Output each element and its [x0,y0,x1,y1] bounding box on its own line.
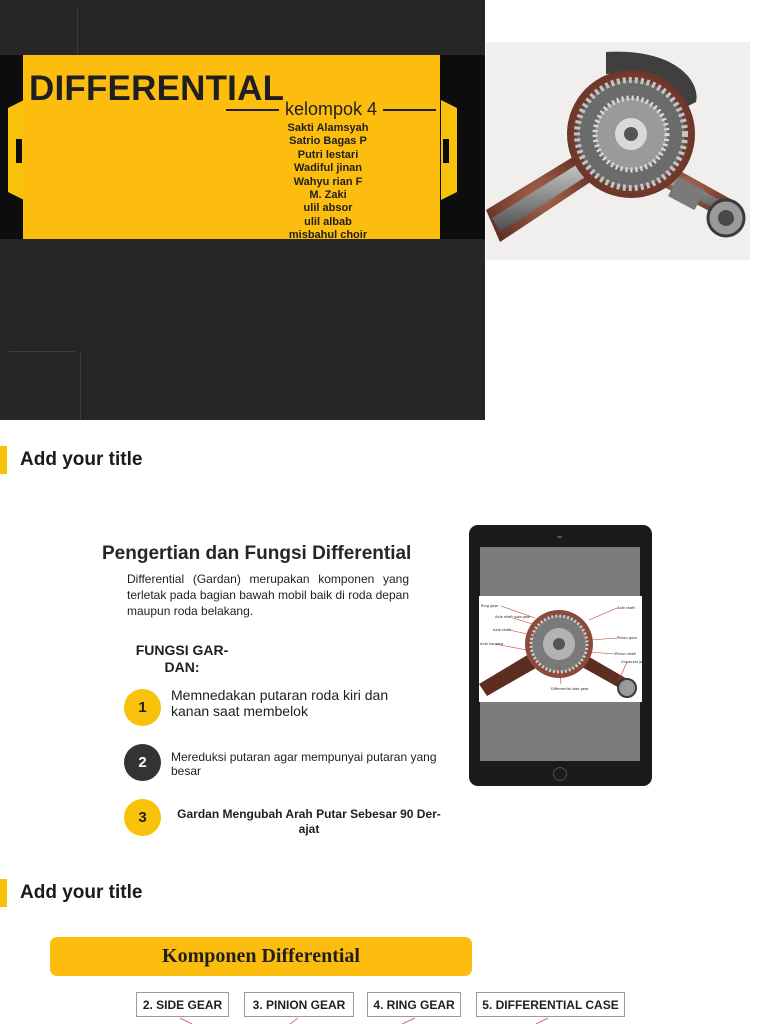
member-name: Sakti Alamsyah [287,122,369,134]
diagram-icon [479,596,647,702]
dash-left [226,109,279,111]
function-item: Gardan Mengubah Arah Putar Sebesar 90 Der-ajat [177,807,441,836]
member-name: ulil albab [304,215,352,228]
diagram-label: Ring gear [481,604,499,608]
diagram-label: Axle shaft [493,628,511,632]
components-banner: Komponen Differential [50,937,472,976]
component-box: 5. DIFFERENTIAL CASE [476,992,625,1017]
component-box: 2. SIDE GEAR [136,992,229,1017]
section-accent-bar [0,879,7,907]
section-title [0,879,142,907]
number-badge [124,744,161,781]
component-box: 4. RING GEAR [367,992,461,1017]
member-name: Putri lestari [297,148,359,161]
diagram-label: Universal joint [621,660,647,664]
dash-right [383,109,436,111]
right-notch [443,139,449,163]
definition-paragraph: Differential (Gardan) merupakan komponen yang terletak pada bagian bawah mobil baik di roda depan maupun roda belakang. [127,572,409,618]
group-name: kelompok 4 [284,99,378,119]
number-text: 3 [138,809,147,826]
diagram-label: Pinion gear [617,636,638,640]
diagram-label: Differential side gear [551,687,589,691]
left-notch [16,139,22,163]
connector-lines [0,1010,768,1024]
member-name: misbahul choir [288,229,368,242]
section-title-text: Add your title [20,449,143,470]
number-text: 2 [138,754,147,771]
decor-line [77,8,78,54]
fungsi-label: FUNGSI GAR-DAN: [135,642,229,675]
section-title-text: Add your title [20,882,143,903]
section-title [0,446,142,474]
member-name: Satrio Bagas P [289,135,367,148]
content-heading: Pengertian dan Fungsi Differential [102,543,412,564]
component-box: 3. PINION GEAR [244,992,354,1017]
differential-diagram [479,596,647,702]
group-label [226,99,436,120]
decor-line [9,351,75,352]
differential-cutaway-icon [486,42,750,260]
slide-title: DIFFERENTIAL [29,69,285,108]
diagram-label: Axle housing [480,642,504,646]
member-list [248,122,408,243]
title-card [23,55,440,242]
decor-line [80,352,81,420]
member-name: ulil absor [303,202,353,215]
section-accent-bar [0,446,7,474]
title-slide [0,0,485,420]
member-name: Wadiful jinan [293,162,363,175]
diagram-label: Axle shaft [617,606,635,610]
member-name: Wahyu rian F [293,175,363,188]
tablet-device [469,525,652,786]
number-badge [124,799,161,836]
number-badge [124,689,161,726]
member-name: M. Zaki [309,189,347,202]
function-item: Memnedakan putaran roda kiri dan kanan saat membelok [171,687,389,719]
function-item: Mereduksi putaran agar mempunyai putaran yang besar [171,750,437,778]
tablet-home-button [553,767,567,781]
differential-photo [486,42,750,260]
number-text: 1 [138,699,147,716]
tablet-camera [557,536,562,538]
diagram-label: Axle shaft side gear [495,615,531,619]
diagram-label: Pinion shaft [615,652,636,656]
